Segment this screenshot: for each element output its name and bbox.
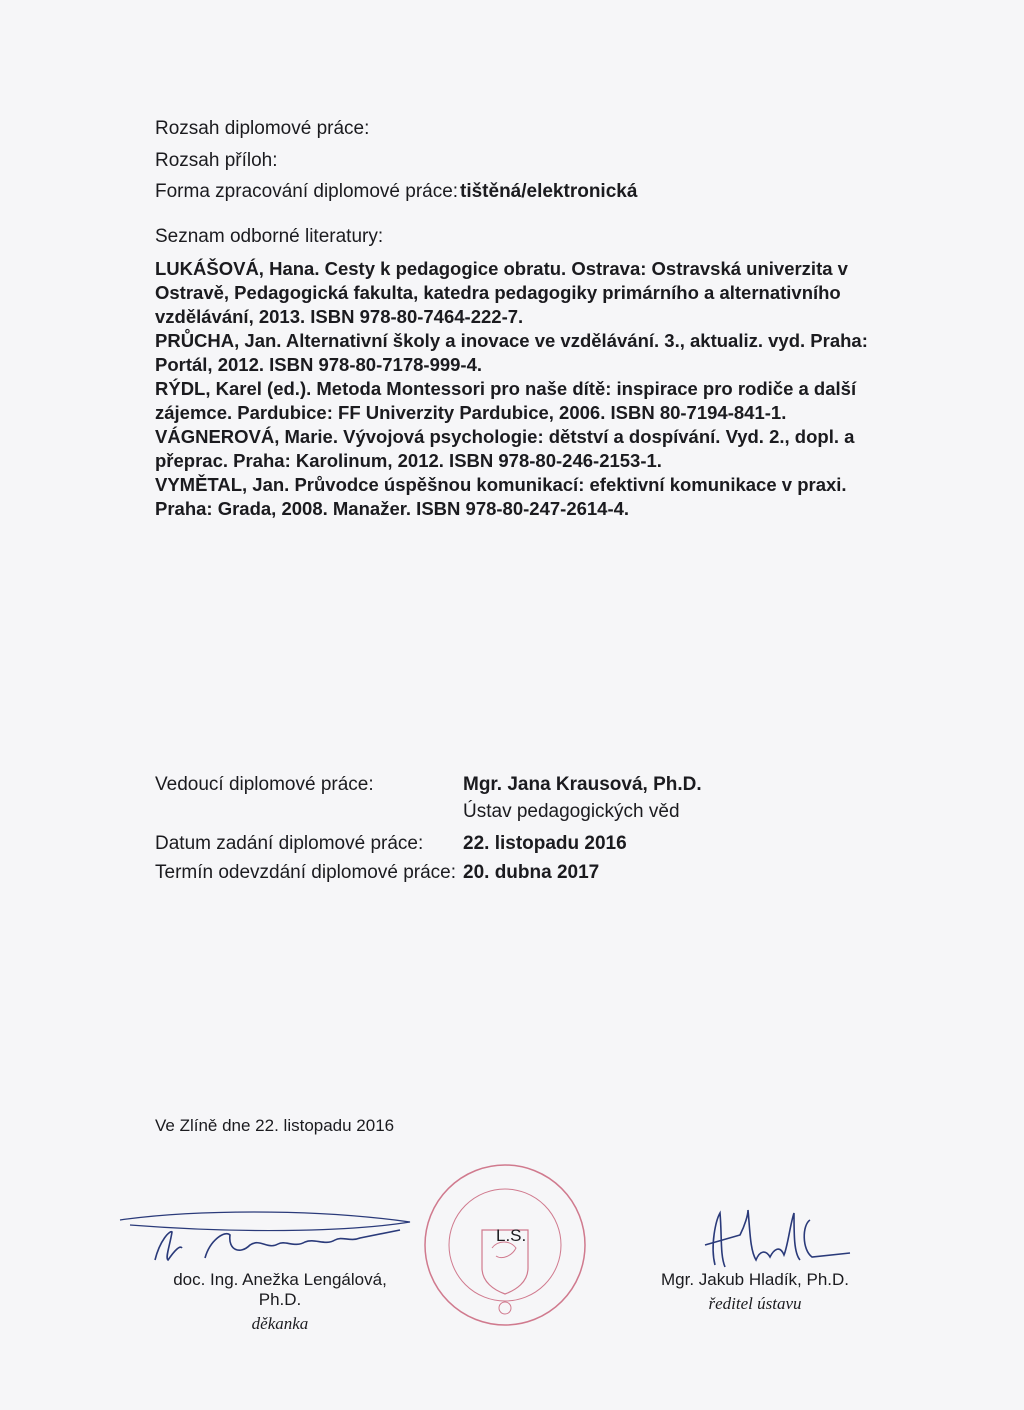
form-label: Forma zpracování diplomové práce: [155, 181, 459, 202]
assigned-value: 22. listopadu 2016 [463, 833, 627, 854]
supervisor-department: Ústav pedagogických věd [463, 801, 680, 822]
attachments-label: Rozsah příloh: [155, 150, 278, 171]
dean-signature-block [150, 1270, 410, 1334]
literature-list [155, 257, 875, 521]
dean-name: doc. Ing. Anežka Lengálová, Ph.D. [173, 1270, 387, 1309]
stamp-mark: L.S. [496, 1226, 527, 1245]
reference-item: PRŮCHA, Jan. Alternativní školy a inovace ve vzdělávání. 3., aktualiz. vyd. Praha: Portál, 2012. ISBN 978-80-7178-999-4. [155, 330, 868, 375]
assigned-label: Datum zadání diplomové práce: [155, 833, 424, 854]
reference-item: VÁGNEROVÁ, Marie. Vývojová psychologie: dětství a dospívání. Vyd. 2., dopl. a přeprac. Praha: Karolinum, 2012. ISBN 978-80-246-2153-1. [155, 426, 855, 471]
literature-heading: Seznam odborné literatury: [155, 226, 384, 247]
dean-role: děkanka [251, 1314, 309, 1333]
dean-signature [110, 1200, 420, 1270]
director-role: ředitel ústavu [708, 1294, 802, 1313]
scope-label: Rozsah diplomové práce: [155, 118, 370, 139]
director-signature-block [640, 1270, 870, 1314]
supervisor-row [155, 774, 702, 796]
assigned-row [155, 833, 627, 855]
place-date: Ve Zlíně dne 22. listopadu 2016 [155, 1116, 395, 1135]
deadline-label: Termín odevzdání diplomové práce: [155, 862, 456, 883]
director-signature [690, 1205, 860, 1275]
scope-row [155, 118, 369, 140]
attachments-row [155, 150, 278, 172]
reference-item: VYMĚTAL, Jan. Průvodce úspěšnou komunikací: efektivní komunikace v praxi. Praha: Grada, 2008. Manažer. ISBN 978-80-247-2614-4. [155, 474, 847, 519]
reference-item: LUKÁŠOVÁ, Hana. Cesty k pedagogice obratu. Ostrava: Ostravská univerzita v Ostravě, Pedagogická fakulta, katedra pedagogiky primárního a alternativního vzdělávání, 2013. ISBN 978-80-7464-222-7. [155, 258, 848, 327]
supervisor-name: Mgr. Jana Krausová, Ph.D. [463, 774, 702, 795]
reference-item: RÝDL, Karel (ed.). Metoda Montessori pro naše dítě: inspirace pro rodiče a další zájemce. Pardubice: FF Univerzity Pardubice, 2006. ISBN 80-7194-841-1. [155, 378, 857, 423]
supervisor-label: Vedoucí diplomové práce: [155, 774, 374, 795]
director-name: Mgr. Jakub Hladík, Ph.D. [660, 1270, 850, 1289]
deadline-row [155, 862, 600, 884]
form-value: tištěná/elektronická [460, 181, 638, 202]
deadline-value: 20. dubna 2017 [463, 862, 600, 883]
form-row [155, 181, 638, 203]
